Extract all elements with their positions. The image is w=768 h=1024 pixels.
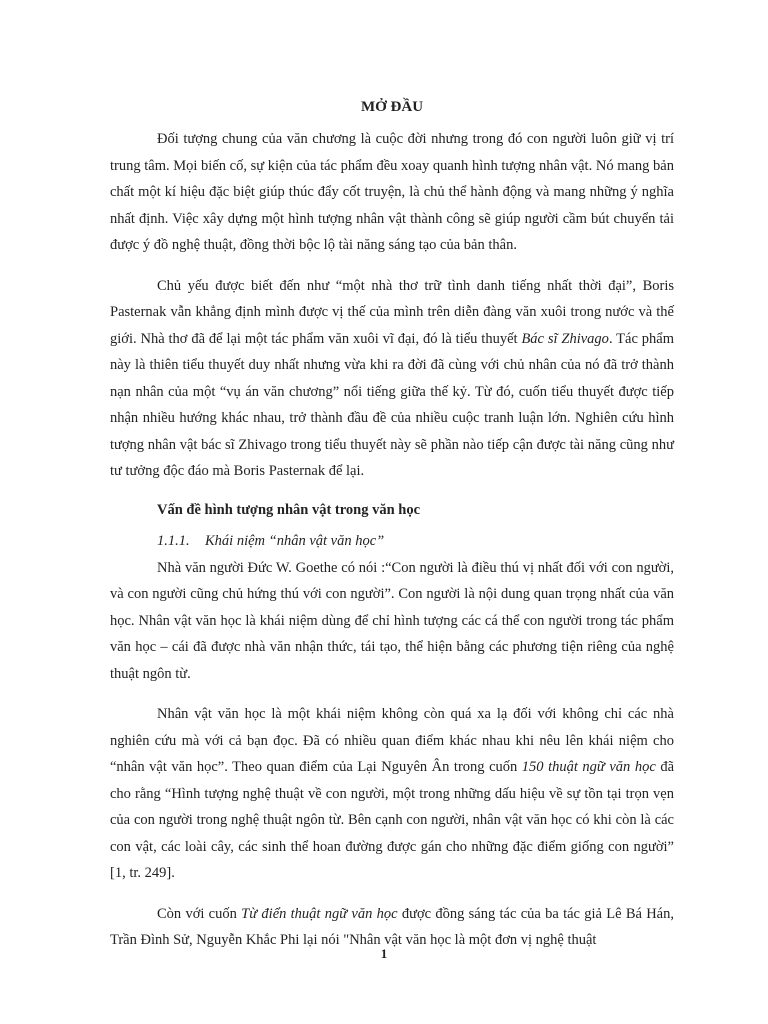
text-run: Còn với cuốn: [157, 905, 242, 922]
subsection-title: [110, 529, 674, 553]
book-title-italic: Bác sĩ Zhivago: [521, 330, 609, 347]
section-paragraph-1: Nhà văn người Đức W. Goethe có nói :“Con người là điều thú vị nhất đối với con người, và con người cũng chủ hứng thú với con người”. Con người là nội dung quan trọng nhất của văn học. Nhân vật văn học là khái niệm dùng để chỉ hình tượng các cá thể con người trong tác phẩm văn học – cái đã được nhà văn nhận thức, tái tạo, thể hiện bằng các phương tiện riêng của nghệ thuật ngôn từ.: [110, 559, 674, 682]
page-heading: MỞ ĐẦU: [360, 99, 424, 115]
text-run: đã cho rằng “Hình tượng nghệ thuật về con người, một trong những dấu hiệu về sự tồn tại trọn vẹn của con người trong nghệ thuật ngôn từ. Bên cạnh con người, nhân vật văn học có khi còn là các con vật, các loài cây, các sinh thể hoan đường được gán cho những đặc điểm giống con người” [1, tr. 249].: [110, 759, 675, 881]
page-number: 1: [380, 946, 388, 961]
section-paragraph-2: [110, 701, 674, 887]
page-content: [110, 96, 674, 968]
text-run: Chủ yếu được biết đến như “một nhà thơ trữ tình danh tiếng nhất thời đại”, Boris Pasternak vẫn khẳng định mình được vị thế của mình trên diễn đàng văn xuôi trong nước và thế giới. Nhà thơ đã để lại một tác phẩm văn xuôi vĩ đại, đó là tiểu thuyết: [110, 277, 674, 347]
subsection-label: Khái niệm “nhân vật văn học”: [205, 532, 385, 549]
intro-paragraph-2: [110, 273, 674, 485]
text-run: Nhân vật văn học là một khái niệm không còn quá xa lạ đối với không chỉ các nhà nghiên cứu mà với cả bạn đọc. Đã có nhiều quan điểm khác nhau khi nêu lên khái niệm cho “nhân vật văn học”. Theo quan điểm của Lại Nguyên Ân trong cuốn: [110, 706, 674, 775]
section-title: Vấn đề hình tượng nhân vật trong văn học: [157, 501, 421, 518]
subsection-number: 1.1.1.: [157, 532, 190, 549]
book-title-italic: 150 thuật ngữ văn học: [521, 759, 656, 775]
book-title-italic: Từ điển thuật ngữ văn học: [241, 905, 398, 922]
intro-paragraph-1: Đối tượng chung của văn chương là cuộc đời nhưng trong đó con người luôn giữ vị trí trung tâm. Mọi biến cố, sự kiện của tác phẩm đều xoay quanh hình tượng nhân vật. Nó mang bản chất một kí hiệu đặc biệt giúp thúc đẩy cốt truyện, là chủ thể hành động và mang những ý nghĩa nhất định. Việc xây dựng một hình tượng nhân vật thành công sẽ giúp người cầm bút chuyển tải được ý đồ nghệ thuật, đồng thời bộc lộ tài năng sáng tạo của bản thân.: [110, 131, 674, 253]
text-run: . Tác phẩm này là thiên tiểu thuyết duy nhất nhưng vừa khi ra đời đã cùng với chủ nhân của nó đã trở thành nạn nhân của một “vụ án văn chương” nổi tiếng giữa thế kỷ. Từ đó, cuốn tiểu thuyết được tiếp nhận nhiều hướng khác nhau, trở thành đầu đề của nhiều cuộc tranh luận lớn. Nghiên cứu hình tượng nhân vật bác sĩ Zhivago trong tiểu thuyết này sẽ phần nào tiếp cận được tài năng cũng như tư tưởng độc đáo mà Boris Pasternak để lại.: [110, 330, 674, 479]
text-run: được đồng sáng tác của ba tác giả Lê Bá Hán, Trần Đình Sử, Nguyễn Khắc Phi lại nói "Nhân vật văn học là một đơn vị nghệ thuật: [110, 905, 674, 948]
